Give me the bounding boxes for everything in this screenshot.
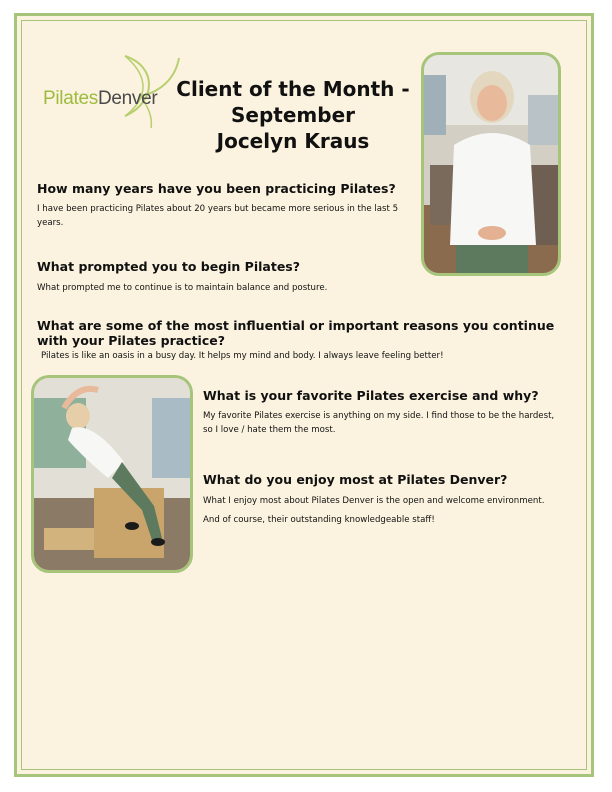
title-line-2: September (231, 103, 355, 127)
answer-3: Pilates is like an oasis in a busy day. It helps my mind and body. I always leave feeling better! (41, 351, 444, 361)
question-3: What are some of the most influential or important reasons you continue with your Pilates practice? (37, 318, 555, 348)
answer-2: What prompted me to continue is to maintain balance and posture. (37, 283, 328, 293)
title-line-3: Jocelyn Kraus (216, 129, 370, 153)
client-exercise-photo (31, 375, 193, 573)
newsletter-page (14, 13, 594, 777)
answer-5-line-2: And of course, their outstanding knowledgeable staff! (203, 515, 435, 525)
answer-4: My favorite Pilates exercise is anything on my side. I find those to be the hardest, so I love / hate them the most. (203, 411, 555, 435)
title-line-1: Client of the Month - (176, 77, 410, 101)
answer-5-line-1: What I enjoy most about Pilates Denver is the open and welcome environment. (203, 496, 545, 506)
question-2: What prompted you to begin Pilates? (37, 259, 300, 274)
exercise-illustration (34, 378, 190, 570)
question-5: What do you enjoy most at Pilates Denver? (203, 472, 508, 487)
client-portrait-photo (421, 52, 561, 276)
page-title (167, 76, 419, 154)
logo-wordmark: PilatesDenver (43, 88, 158, 109)
question-4: What is your favorite Pilates exercise and why? (203, 388, 539, 403)
portrait-illustration (424, 55, 558, 273)
answer-1: I have been practicing Pilates about 20 years but became more serious in the last 5 years. (37, 204, 399, 228)
question-1: How many years have you been practicing Pilates? (37, 181, 396, 196)
